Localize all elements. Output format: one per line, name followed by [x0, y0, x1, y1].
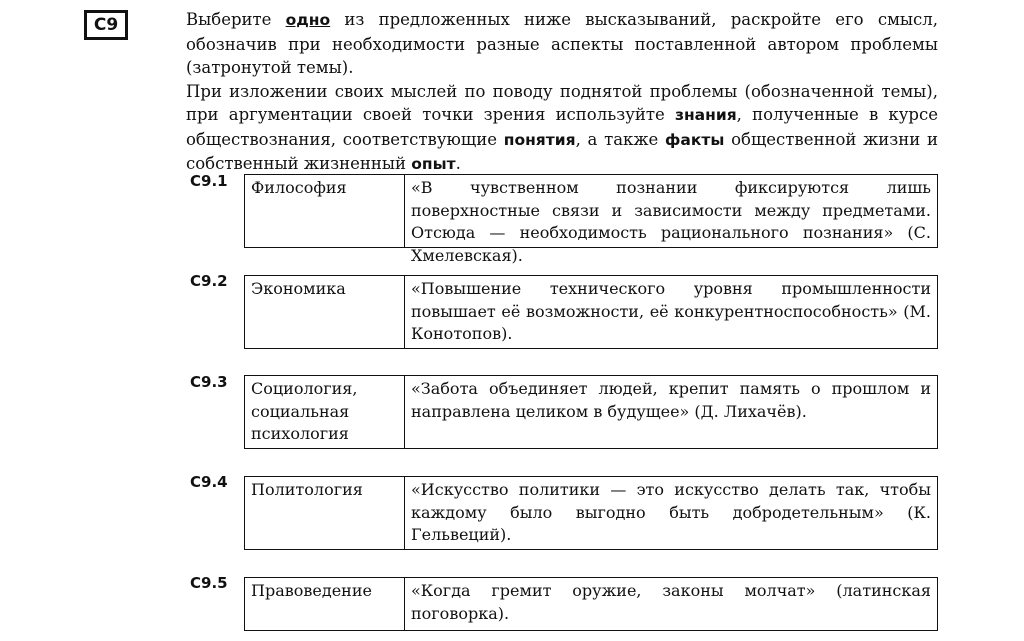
option-field: Политология	[245, 477, 405, 549]
instruction-text: При изложении своих мыслей по поводу поднятой проблемы (обозначенной темы), при аргументации своей точки зрения используйте	[186, 81, 938, 124]
task-code: C9	[93, 15, 119, 35]
task-code-box	[84, 10, 128, 40]
instruction-text: , полученные в курсе обществознания, соответствующие	[186, 105, 938, 149]
instruction-text: из предложенных ниже высказываний, раскройте его смысл, обозначив при необходимости разные аспекты поставленной автором проблемы (затронутой темы).	[186, 10, 938, 77]
option-quote: «Когда гремит оружие, законы молчат» (латинская поговорка).	[411, 581, 931, 623]
option-field: Социология, социальная психология	[245, 376, 405, 448]
instruction-emphasis: факты	[665, 130, 725, 149]
instruction-text: Выберите	[186, 10, 286, 29]
option-quote: «Забота объединяет людей, крепит память о прошлом и направлена целиком в будущее» (Д. Лихачёв).	[411, 379, 931, 421]
instruction-text: , а также	[575, 129, 666, 149]
option-quote: «Повышение технического уровня промышленности повышает её возможности, её конкурентноспособность» (М. Конотопов).	[411, 279, 931, 343]
option-quote: «Искусство политики — это искусство делать так, чтобы каждому было выгодно быть добродетельным» (К. Гельвеций).	[411, 480, 931, 544]
instruction-emphasis: знания	[674, 106, 737, 124]
option-box	[244, 375, 938, 449]
option-field: Правоведение	[245, 578, 405, 630]
option-label: C9.1	[190, 172, 228, 190]
option-label: C9.4	[190, 473, 228, 491]
option-field: Экономика	[245, 276, 405, 348]
option-label: C9.2	[190, 272, 228, 290]
option-box	[244, 275, 938, 349]
task-instructions	[186, 8, 938, 177]
instruction-text: общественной жизни и собственный жизненный	[186, 129, 938, 173]
instruction-text: .	[455, 154, 461, 173]
instruction-emphasis: одно	[285, 11, 331, 29]
option-label: C9.3	[190, 373, 228, 391]
option-label: C9.5	[190, 574, 228, 592]
option-field: Философия	[245, 175, 405, 247]
instruction-paragraph-2	[186, 80, 938, 177]
instruction-paragraph-1	[186, 8, 938, 80]
option-box	[244, 476, 938, 550]
option-box	[244, 174, 938, 265]
instruction-emphasis: опыт	[411, 155, 456, 173]
instruction-emphasis: понятия	[503, 130, 576, 149]
option-quote: «В чувственном познании фиксируются лишь поверхностные связи и зависимости между предметами. Отсюда — необходимость рационального познания» (С. Хмелевская).	[411, 178, 931, 265]
option-box	[244, 577, 938, 631]
